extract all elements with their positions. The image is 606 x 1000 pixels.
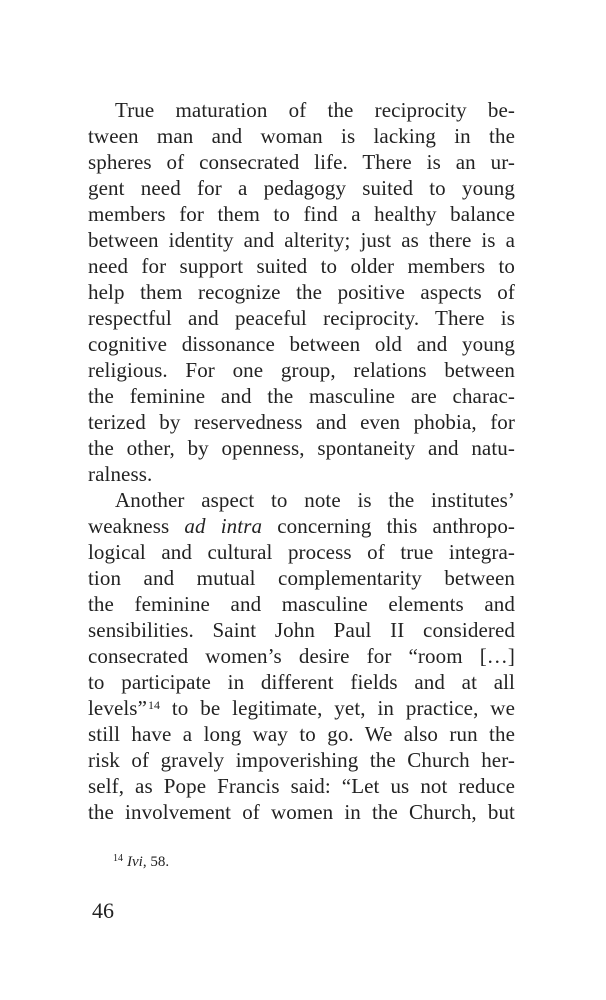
- text-line: help them recognize the positive aspects of: [88, 280, 515, 304]
- paragraph: [88, 97, 515, 487]
- text-line: the other, by openness, spontaneity and natu-: [88, 436, 515, 460]
- body-text: [88, 97, 515, 825]
- text-line: to participate in different fields and at all: [88, 670, 515, 694]
- text-line: the feminine and masculine elements and: [88, 592, 515, 616]
- text-line: tion and mutual complementarity between: [88, 566, 515, 590]
- text-line: tween man and woman is lacking in the: [88, 124, 515, 148]
- text-line: Another aspect to note is the institutes’: [115, 488, 515, 512]
- text-line: the involvement of women in the Church, but: [88, 800, 515, 824]
- text-line: the feminine and the masculine are charac-: [88, 384, 515, 408]
- text-line: cognitive dissonance between old and young: [88, 332, 515, 356]
- text-line: consecrated women’s desire for “room […]: [88, 644, 515, 668]
- text-line: logical and cultural process of true integra-: [88, 540, 515, 564]
- text-line: need for support suited to older members to: [88, 254, 515, 278]
- text-line: religious. For one group, relations between: [88, 358, 515, 382]
- text-line: self, as Pope Francis said: “Let us not reduce: [88, 774, 515, 798]
- text-line: spheres of consecrated life. There is an ur-: [88, 150, 515, 174]
- text-line: gent need for a pedagogy suited to young: [88, 176, 515, 200]
- text-line: respectful and peaceful reciprocity. There is: [88, 306, 515, 330]
- footnote-text: , 58.: [142, 854, 170, 870]
- text-line: terized by reservedness and even phobia, for: [88, 410, 515, 434]
- text-line: [88, 695, 515, 721]
- text-line: risk of gravely impoverishing the Church her-: [88, 748, 515, 772]
- text-segment: concerning this anthropo-: [262, 514, 516, 538]
- footnote-reference: 14: [148, 698, 161, 712]
- paragraph: [88, 487, 515, 825]
- text-segment: levels”: [88, 696, 148, 720]
- text-line: still have a long way to go. We also run the: [88, 722, 515, 746]
- footnote: [88, 852, 540, 872]
- text-line: between identity and alterity; just as there is a: [88, 228, 515, 252]
- page-number: 46: [92, 898, 114, 923]
- text-segment: weakness: [88, 514, 185, 538]
- footnote-marker: 14: [113, 853, 123, 864]
- text-line: members for them to find a healthy balance: [88, 202, 515, 226]
- text-line: [88, 513, 515, 539]
- text-line: ralness.: [88, 462, 153, 486]
- text-segment: to be legitimate, yet, in practice, we: [160, 696, 515, 720]
- italic-phrase: ad intra: [184, 514, 263, 538]
- text-line: sensibilities. Saint John Paul II considered: [88, 618, 515, 642]
- footnote-source-italic: Ivi: [127, 854, 143, 870]
- text-line: True maturation of the reciprocity be-: [115, 98, 515, 122]
